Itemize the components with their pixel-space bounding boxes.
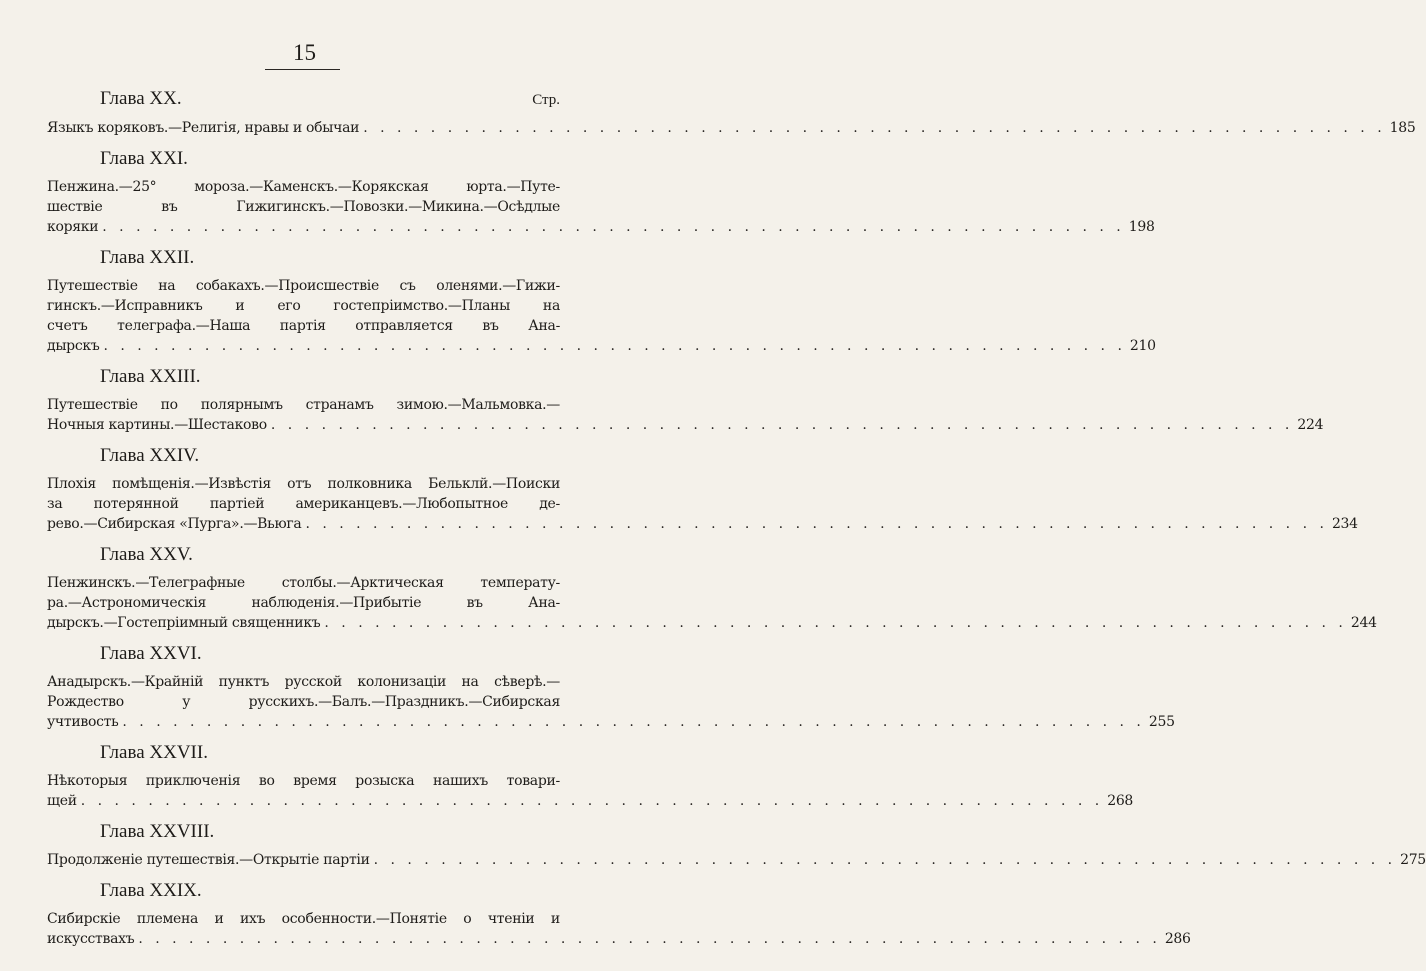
chapter-summary	[47, 573, 1377, 633]
page-ref: 198	[1128, 219, 1155, 235]
summary-line: Анадырскъ.—Крайній пунктъ русской колонизаціи на сѣверѣ.—	[47, 674, 560, 690]
page-ref: 210	[1129, 338, 1156, 354]
summary-line-text: учтивость	[47, 714, 119, 730]
summary-line-text: искусствахъ	[47, 931, 135, 947]
summary-last-line	[47, 514, 1358, 534]
chapter-heading	[47, 821, 560, 843]
chapter-summary	[47, 771, 1134, 811]
summary-last-line	[47, 336, 1156, 356]
summary-line: счетъ телеграфа.—Наша партія отправляется въ Ана-	[47, 318, 560, 334]
chapter-heading	[47, 88, 560, 111]
chapter-summary	[47, 118, 1416, 138]
summary-line-text: Языкъ коряковъ.—Религія, нравы и обычаи	[47, 120, 360, 136]
chapter-heading	[47, 544, 560, 566]
chapter-entry	[47, 544, 1377, 633]
table-of-contents	[47, 88, 1426, 949]
summary-line: Рождество у русскихъ.—Балъ.—Праздникъ.—Сибирская	[47, 694, 560, 710]
chapter-heading	[47, 247, 560, 269]
summary-line: Путешествіе на собакахъ.—Происшествіе съ оленями.—Гижи-	[47, 278, 560, 294]
dot-leader: . . . . . . . . . . . . . . . . . . . . . . . . . . . . . . . . . . . . . . . . . . . . . . . . . . . . . . . . . . . . .	[138, 931, 1161, 947]
page-ref: 286	[1164, 931, 1191, 947]
chapter-title: Глава XXVI.	[100, 643, 202, 664]
chapter-entry	[47, 643, 1175, 732]
chapter-title: Глава XX.	[100, 88, 182, 109]
page-ref: 234	[1331, 516, 1358, 532]
header-rule	[265, 69, 340, 70]
chapter-title: Глава XXI.	[100, 148, 188, 169]
chapter-heading	[47, 148, 560, 170]
summary-last-line	[47, 415, 1324, 435]
summary-line: Нѣкоторыя приключенія во время розыска нашихъ товари-	[47, 773, 560, 789]
summary-last-line	[47, 929, 1191, 949]
chapter-title: Глава XXIII.	[100, 366, 201, 387]
chapter-summary	[47, 177, 1155, 237]
summary-line-text: Продолженіе путешествія.—Открытіе партіи	[47, 852, 370, 868]
summary-line-text: дырскъ	[47, 338, 100, 354]
dot-leader: . . . . . . . . . . . . . . . . . . . . . . . . . . . . . . . . . . . . . . . . . . . . . . . . . . . . . . . . . . . . .	[324, 615, 1347, 631]
chapter-heading	[47, 366, 560, 388]
chapter-entry	[47, 880, 1191, 949]
chapter-summary	[47, 850, 1426, 870]
summary-line-text: дырскъ.—Гостепріимный священникъ	[47, 615, 321, 631]
summary-line-text: рево.—Сибирская «Пурга».—Вьюга	[47, 516, 302, 532]
summary-last-line	[47, 217, 1155, 237]
page-ref: 185	[1389, 120, 1416, 136]
dot-leader: . . . . . . . . . . . . . . . . . . . . . . . . . . . . . . . . . . . . . . . . . . . . . . . . . . . . . . . . . . . . .	[122, 714, 1145, 730]
dot-leader: . . . . . . . . . . . . . . . . . . . . . . . . . . . . . . . . . . . . . . . . . . . . . . . . . . . . . . . . . . . . .	[102, 219, 1125, 235]
dot-leader: . . . . . . . . . . . . . . . . . . . . . . . . . . . . . . . . . . . . . . . . . . . . . . . . . . . . . . . . . . . . .	[363, 120, 1386, 136]
summary-line: ра.—Астрономическія наблюденія.—Прибытіе въ Ана-	[47, 595, 560, 611]
page-ref: 268	[1107, 793, 1134, 809]
chapter-entry	[47, 821, 1426, 870]
dot-leader: . . . . . . . . . . . . . . . . . . . . . . . . . . . . . . . . . . . . . . . . . . . . . . . . . . . . . . . . . . . . .	[80, 793, 1104, 809]
chapter-entry	[47, 247, 1156, 356]
chapter-heading	[47, 445, 560, 467]
chapter-heading	[47, 880, 560, 902]
dot-leader: . . . . . . . . . . . . . . . . . . . . . . . . . . . . . . . . . . . . . . . . . . . . . . . . . . . . . . . . . . . . .	[373, 852, 1397, 868]
chapter-summary	[47, 276, 1156, 356]
chapter-summary	[47, 474, 1358, 534]
chapter-summary	[47, 672, 1175, 732]
chapter-heading	[47, 742, 560, 764]
chapter-entry	[47, 742, 1134, 811]
summary-line: Пенжинскъ.—Телеграфные столбы.—Арктическая температу-	[47, 575, 560, 591]
summary-line-text: Ночныя картины.—Шестаково	[47, 417, 267, 433]
summary-line: Плохія помѣщенія.—Извѣстія отъ полковника Бельклй.—Поиски	[47, 476, 560, 492]
summary-last-line	[47, 791, 1134, 811]
chapter-entry	[47, 445, 1358, 534]
chapter-title: Глава XXII.	[100, 247, 195, 268]
page-column-label: Стр.	[532, 92, 560, 108]
summary-last-line	[47, 613, 1377, 633]
summary-line: за потерянной партіей американцевъ.—Любопытное де-	[47, 496, 560, 512]
page-number: 15	[293, 40, 316, 65]
chapter-title: Глава XXVIII.	[100, 821, 215, 842]
summary-line-text: щей	[47, 793, 77, 809]
chapter-summary	[47, 909, 1191, 949]
chapter-title: Глава XXV.	[100, 544, 193, 565]
summary-line: Пенжина.—25° мороза.—Каменскъ.—Корякская юрта.—Путе-	[47, 179, 560, 195]
chapter-title: Глава XXIX.	[100, 880, 202, 901]
dot-leader: . . . . . . . . . . . . . . . . . . . . . . . . . . . . . . . . . . . . . . . . . . . . . . . . . . . . . . . . . . . . .	[103, 338, 1126, 354]
summary-line-text: коряки	[47, 219, 99, 235]
summary-line: шествіе въ Гижигинскъ.—Повозки.—Микина.—Осѣдлые	[47, 199, 560, 215]
summary-last-line	[47, 712, 1175, 732]
dot-leader: . . . . . . . . . . . . . . . . . . . . . . . . . . . . . . . . . . . . . . . . . . . . . . . . . . . . . . . . . . . . .	[270, 417, 1294, 433]
chapter-summary	[47, 395, 1324, 435]
summary-last-line	[47, 118, 1416, 138]
dot-leader: . . . . . . . . . . . . . . . . . . . . . . . . . . . . . . . . . . . . . . . . . . . . . . . . . . . . . . . . . . . . .	[305, 516, 1328, 532]
page-ref: 255	[1148, 714, 1175, 730]
chapter-title: Глава XXIV.	[100, 445, 200, 466]
chapter-heading	[47, 643, 560, 665]
page-ref: 224	[1297, 417, 1324, 433]
summary-last-line	[47, 850, 1426, 870]
chapter-entry	[47, 148, 1155, 237]
summary-line: Сибирскіе племена и ихъ особенности.—Понятіе о чтеніи и	[47, 911, 560, 927]
chapter-entry	[47, 366, 1324, 435]
summary-line: гинскъ.—Исправникъ и его гостепріимство.—Планы на	[47, 298, 560, 314]
summary-line: Путешествіе по полярнымъ странамъ зимою.—Мальмовка.—	[47, 397, 560, 413]
page-ref: 244	[1350, 615, 1377, 631]
page-ref: 275	[1400, 852, 1426, 868]
chapter-entry	[47, 88, 1416, 138]
chapter-title: Глава XXVII.	[100, 742, 208, 763]
